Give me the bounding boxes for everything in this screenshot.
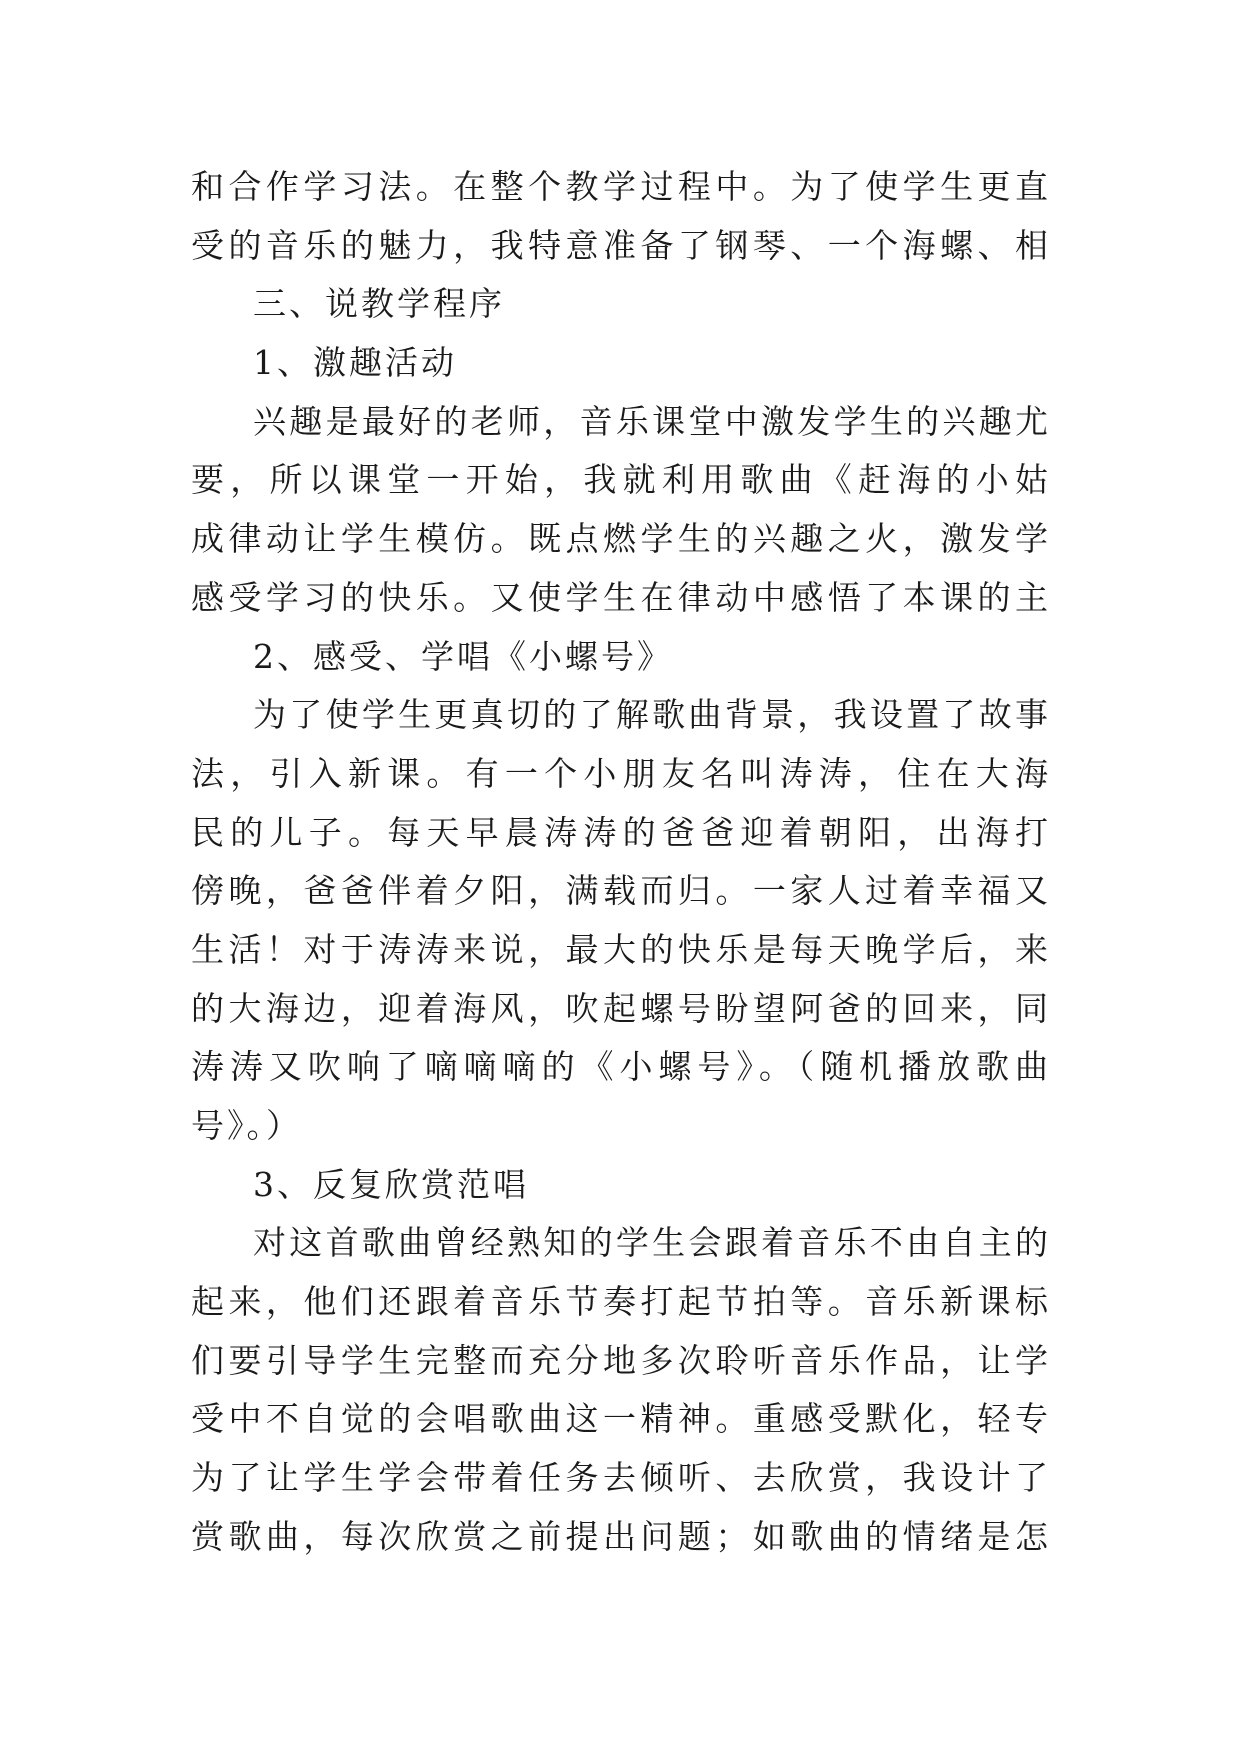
text-line: 为了让学生学会带着任务去倾听、去欣赏，我设计了 — [191, 1458, 1051, 1498]
text-line: 赏歌曲，每次欣赏之前提出问题；如歌曲的情绪是怎 — [191, 1516, 1051, 1556]
text-line: 起来，他们还跟着音乐节奏打起节拍等。音乐新课标 — [191, 1282, 1051, 1322]
text-line: 1、激趣活动 — [253, 343, 457, 383]
body-text — [191, 158, 1051, 1567]
text-line: 对这首歌曲曾经熟知的学生会跟着音乐不由自主的 — [253, 1223, 1051, 1263]
text-line: 们要引导学生完整而充分地多次聆听音乐作品，让学 — [191, 1340, 1051, 1380]
text-line: 三、说教学程序 — [253, 284, 505, 324]
text-line: 傍晚，爸爸伴着夕阳，满载而归。一家人过着幸福又 — [191, 871, 1051, 911]
text-line: 2、感受、学唱《小螺号》 — [253, 636, 673, 676]
text-line: 感受学习的快乐。又使学生在律动中感悟了本课的主 — [191, 577, 1051, 617]
text-line: 号》。） — [191, 1106, 302, 1145]
text-line: 和合作学习法。在整个教学过程中。为了使学生更直 — [191, 167, 1051, 206]
text-line: 3、反复欣赏范唱 — [253, 1164, 529, 1204]
text-line: 受的音乐的魅力，我特意准备了钢琴、一个海螺、相 — [191, 225, 1051, 265]
text-line: 生活！对于涛涛来说，最大的快乐是每天晚学后，来 — [191, 929, 1051, 969]
text-line: 兴趣是最好的老师，音乐课堂中激发学生的兴趣尤 — [253, 401, 1051, 441]
text-line: 法，引入新课。有一个小朋友名叫涛涛，住在大海 — [191, 753, 1051, 793]
text-line: 的大海边，迎着海风，吹起螺号盼望阿爸的回来，同 — [191, 988, 1051, 1028]
text-line: 为了使学生更真切的了解歌曲背景，我设置了故事 — [253, 695, 1051, 735]
text-line: 涛涛又吹响了嘀嘀嘀的《小螺号》。（随机播放歌曲 — [191, 1047, 1051, 1087]
text-line: 受中不自觉的会唱歌曲这一精神。重感受默化，轻专 — [191, 1399, 1051, 1439]
text-line: 要，所以课堂一开始，我就利用歌曲《赶海的小姑 — [191, 460, 1051, 500]
text-line: 民的儿子。每天早晨涛涛的爸爸迎着朝阳，出海打 — [191, 812, 1051, 852]
text-line: 成律动让学生模仿。既点燃学生的兴趣之火，激发学 — [191, 519, 1051, 559]
